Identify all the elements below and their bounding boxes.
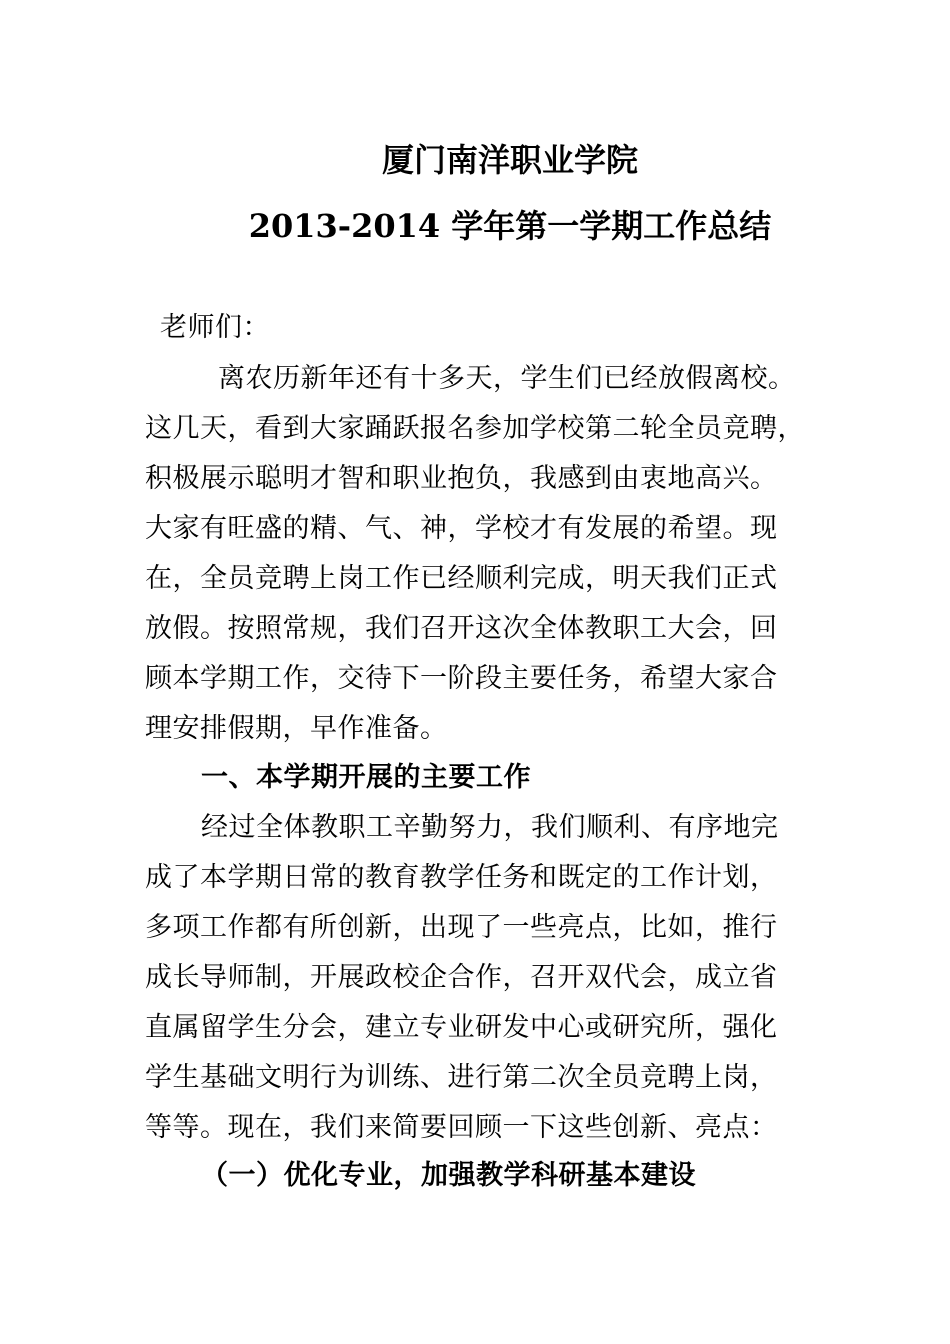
paragraph-line: 直属留学生分会，建立专业研发中心或研究所，强化 [145, 1012, 778, 1043]
paragraph-line: 在，全员竞聘上岗工作已经顺利完成，明天我们正式 [145, 563, 778, 594]
paragraph-line: 等等。现在，我们来简要回顾一下这些创新、亮点： [145, 1112, 778, 1143]
subsection-heading: （一）优化专业，加强教学科研基本建设 [201, 1160, 696, 1191]
paragraph-line: 大家有旺盛的精、气、神，学校才有发展的希望。现 [145, 513, 778, 544]
document-title-school: 厦门南洋职业学院 [381, 141, 638, 179]
paragraph-line: 积极展示聪明才智和职业抱负，我感到由衷地高兴。 [145, 463, 778, 494]
section-heading: 一、本学期开展的主要工作 [201, 762, 531, 793]
paragraph-line: 成长导师制，开展政校企合作，召开双代会，成立省 [145, 962, 778, 993]
paragraph-line: 离农历新年还有十多天，学生们已经放假离校。 [218, 363, 796, 394]
paragraph-line: 多项工作都有所创新，出现了一些亮点，比如，推行 [145, 912, 778, 943]
paragraph-line: 成了本学期日常的教育教学任务和既定的工作计划， [145, 862, 778, 893]
paragraph-line: 这几天，看到大家踊跃报名参加学校第二轮全员竞聘， [145, 413, 805, 444]
paragraph-line: 放假。按照常规，我们召开这次全体教职工大会，回 [145, 613, 778, 644]
paragraph-line: 学生基础文明行为训练、进行第二次全员竞聘上岗， [145, 1062, 778, 1093]
paragraph-line: 理安排假期，早作准备。 [145, 713, 448, 744]
paragraph-line: 顾本学期工作，交待下一阶段主要任务，希望大家合 [145, 663, 778, 694]
document-title-summary: 2013-2014 学年第一学期工作总结 [248, 207, 772, 245]
salutation: 老师们： [160, 312, 270, 343]
paragraph-line: 经过全体教职工辛勤努力，我们顺利、有序地完 [201, 812, 779, 843]
